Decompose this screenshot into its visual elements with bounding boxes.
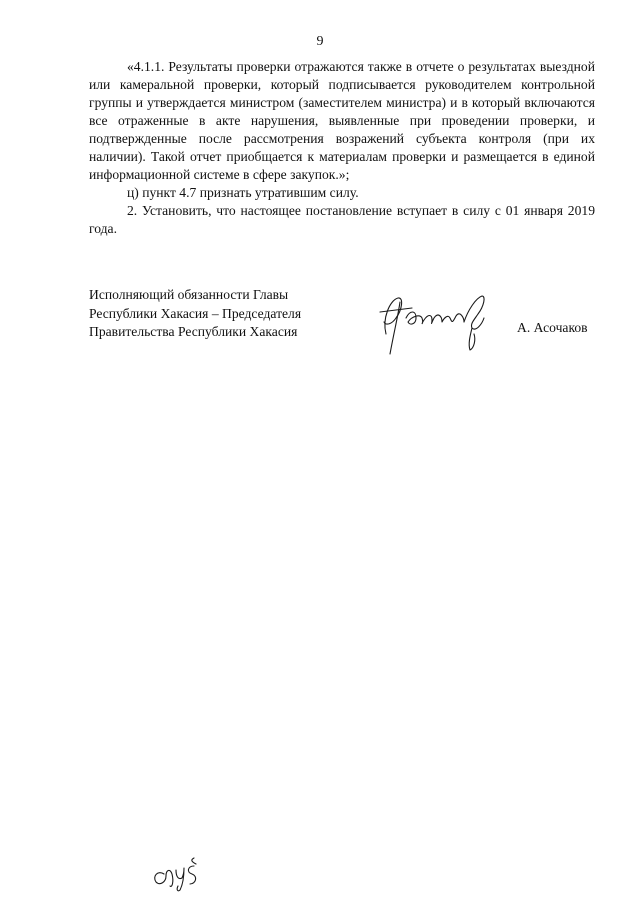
page-number: 9 [316, 34, 324, 49]
paragraph-clause-ts: ц) пункт 4.7 признать утратившим силу. [127, 185, 359, 200]
handwritten-signature [372, 288, 497, 356]
position-line: Республики Хакасия – Председателя [89, 305, 302, 321]
signer-name: А. Асочаков [517, 320, 588, 335]
document-body [89, 58, 595, 238]
position-line: Исполняющий обязанности Главы [89, 287, 289, 302]
paragraph-clause-4-1-1: «4.1.1. Результаты проверки отражаются также в отчете о результатах выездной или камеральной проверки, который подписывается руководителем контрольной группы и утверждается министром (заместителем министра) и в который включаются все отраженные в акте нарушения, выявленные при проведении проверки, и подтвержденные после рассмотрения возражений субъекта контроля (при их наличии). Такой отчет приобщается к материалам проверки и размещается в единой информационной системе в сфере закупок.»; [89, 59, 595, 182]
paragraph-effective-date: 2. Установить, что настоящее постановление вступает в силу с 01 января 2019 года. [89, 203, 595, 236]
handwritten-initials [150, 856, 210, 894]
signatory-position [89, 286, 301, 342]
position-line: Правительства Республики Хакасия [89, 324, 298, 339]
